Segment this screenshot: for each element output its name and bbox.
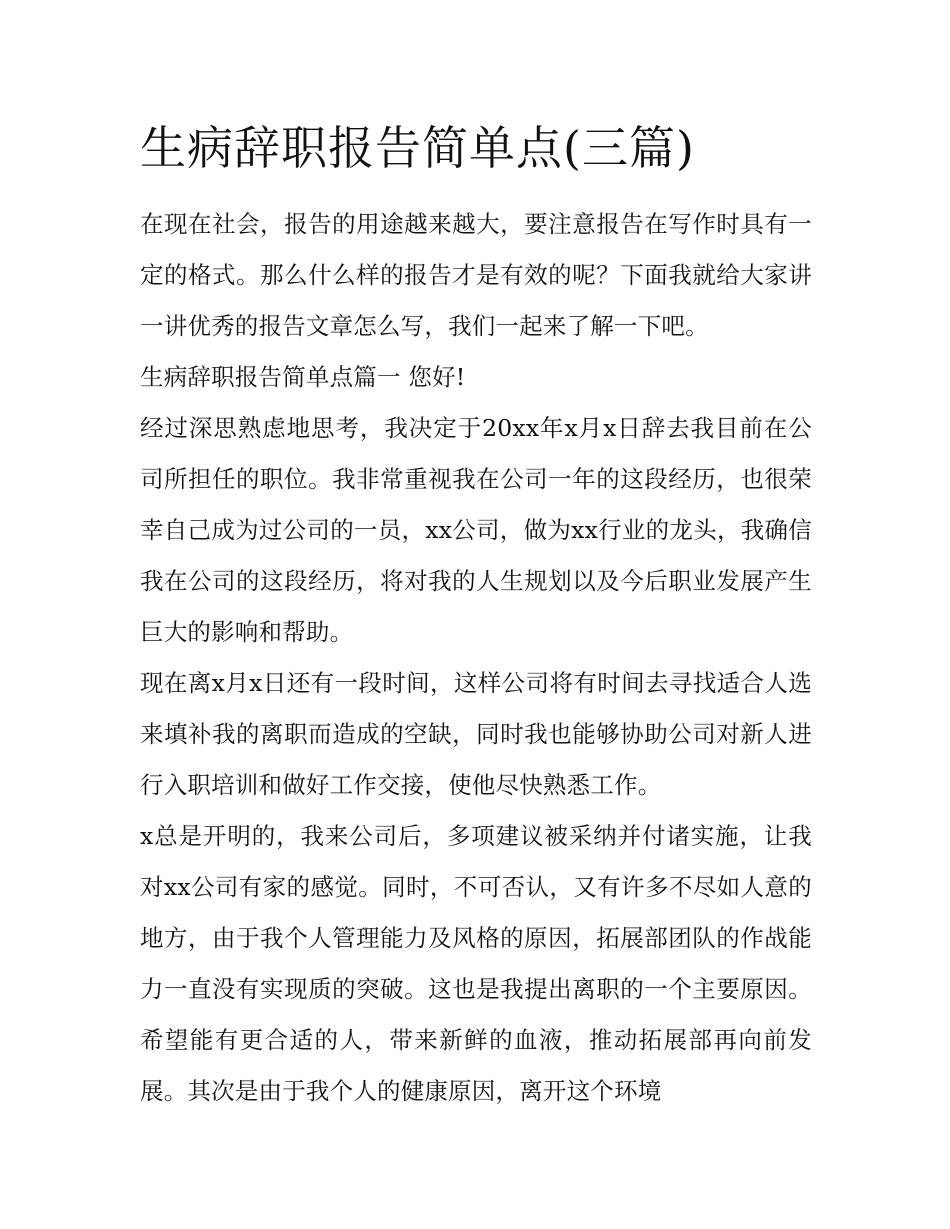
document-title: 生病辞职报告简单点(三篇)	[140, 121, 695, 175]
paragraph-heading-greeting: 生病辞职报告简单点篇一 您好!	[140, 363, 466, 391]
paragraph-handover: 现在离x月x日还有一段时间，这样公司将有时间去寻找适合人选来填补我的离职而造成的空缺，同时我也能够协助公司对新人进行入职培训和做好工作交接，使他尽快熟悉工作。	[140, 669, 812, 799]
paragraph-decision: 经过深思熟虑地思考，我决定于20xx年x月x日辞去我目前在公司所担任的职位。我非常重视我在公司一年的这段经历，也很荣幸自己成为过公司的一员，xx公司，做为xx行业的龙头，我确信我在公司的这段经历，将对我的人生规划以及今后职业发展产生巨大的影响和帮助。	[140, 414, 812, 646]
paragraph-intro: 在现在社会，报告的用途越来越大，要注意报告在写作时具有一定的格式。那么什么样的报告才是有效的呢？下面我就给大家讲一讲优秀的报告文章怎么写，我们一起来了解一下吧。	[140, 210, 812, 340]
document-body	[140, 199, 812, 1117]
paragraph-reasons: x总是开明的，我来公司后，多项建议被采纳并付诸实施，让我对xx公司有家的感觉。同时，不可否认，又有许多不尽如人意的地方，由于我个人管理能力及风格的原因，拓展部团队的作战能力一直没有实现质的突破。这也是我提出离职的一个主要原因。希望能有更合适的人，带来新鲜的血液，推动拓展部再向前发展。其次是由于我个人的健康原因，离开这个环境	[140, 822, 812, 1105]
